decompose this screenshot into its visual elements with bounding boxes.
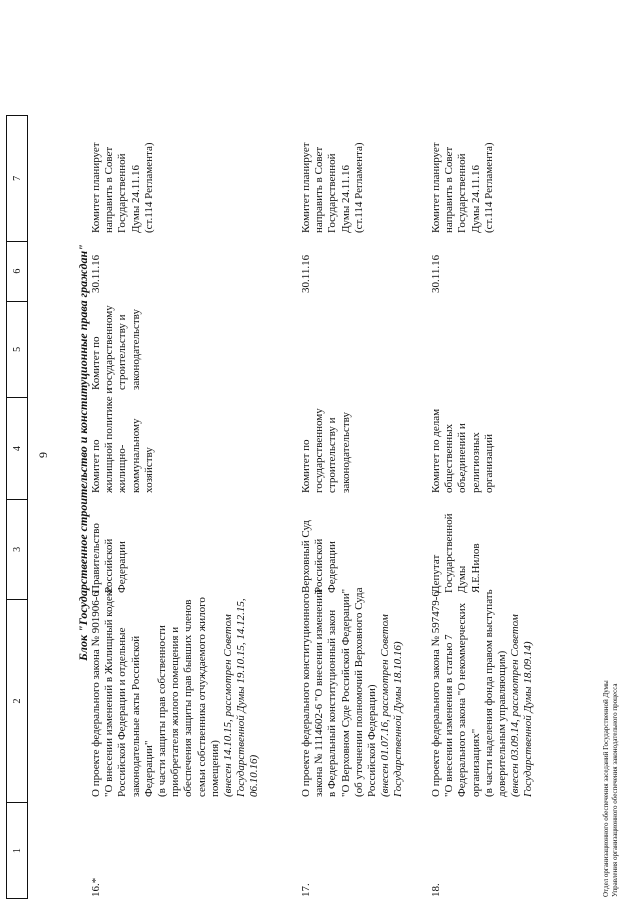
plan-note-line: Комитет планирует xyxy=(90,142,102,233)
responsible-committee-line: коммунальному xyxy=(129,418,142,493)
column-header-6: 6 xyxy=(7,241,27,301)
plan-note-line: направить в Совет xyxy=(103,146,116,233)
initiator-line: Государственной xyxy=(443,513,456,593)
bill-description-line: обеспечения защиты прав бывших членов xyxy=(182,599,195,797)
responsible-committee-line: строительству и xyxy=(326,417,339,493)
initiator-line: Я.Е.Нилов xyxy=(469,543,482,593)
bill-description-note-line: (внесен 01.07.16, рассмотрен Советом xyxy=(379,614,392,797)
initiator-line: Правительство xyxy=(90,523,102,593)
bill-description-line: (в части защиты прав собственности xyxy=(156,625,169,797)
bill-description-line: семьи собственника отчуждаемого жилого xyxy=(195,597,208,797)
bill-description-line: О проекте федерального закона № 901906-6 xyxy=(90,591,102,797)
bill-description-line: "О внесении изменения в статью 7 xyxy=(443,634,456,797)
bill-description-line: (об уточнении полномочий Верховного Суда xyxy=(352,587,365,797)
plan-note-line: (ст.114 Регламента) xyxy=(142,142,155,233)
column-header-5: 5 xyxy=(7,301,27,398)
bill-description-line: приобретателя жилого помещения и xyxy=(169,626,182,797)
bill-description xyxy=(300,588,406,797)
plan-note-line: направить в Совет xyxy=(443,146,456,233)
column-header-row xyxy=(6,115,28,899)
footer-note xyxy=(602,0,620,897)
bill-description-line: О проекте федерального закона № 597479-6 xyxy=(430,591,442,797)
responsible-committee-line: государственному xyxy=(313,408,326,493)
bill-description-note-line: (внесен 14.10.15, рассмотрен Советом xyxy=(222,614,235,797)
bill-description-line: Российской Федерации и отдельные xyxy=(116,627,129,797)
column-header-7: 7 xyxy=(11,175,23,181)
initiator xyxy=(90,523,130,593)
plan-note-line: направить в Совет xyxy=(313,146,326,233)
responsible-committee-line: объединений и xyxy=(456,423,469,493)
responsible-committee-line: хозяйству xyxy=(142,447,155,493)
responsible-committee xyxy=(90,388,156,493)
responsible-committee xyxy=(300,408,353,493)
responsible-committee-line: общественных xyxy=(443,423,456,493)
bill-description-line: Федерального закона "О некоммерческих xyxy=(456,602,469,797)
bill-description-line: закона № 1114602-6 "О внесении изменений xyxy=(313,589,326,797)
plan-note-line: Государственной xyxy=(326,153,339,233)
responsible-committee-line: Комитет по делам xyxy=(430,408,442,493)
responsible-committee xyxy=(430,409,496,493)
plan-note xyxy=(90,142,156,233)
co-committee xyxy=(90,305,143,390)
initiator xyxy=(430,513,483,593)
initiator-line: Депутат xyxy=(430,554,442,593)
plan-note-line: Думы 24.11.16 xyxy=(129,164,142,233)
plan-note-line: (ст.114 Регламента) xyxy=(352,142,365,233)
plan-note xyxy=(430,142,496,233)
responsible-committee-line: законодательству xyxy=(339,412,352,493)
planned-date: 30.11.16 xyxy=(90,254,102,293)
plan-note-line: Государственной xyxy=(116,153,129,233)
initiator xyxy=(300,520,340,593)
column-header-2: 2 xyxy=(7,599,27,802)
initiator-line: Российской xyxy=(313,538,326,593)
footer-line: Отдел организационного обеспечения заседаний Государственной Думы xyxy=(602,680,610,897)
row-number: 18. xyxy=(430,883,442,897)
bill-description-line: в Федеральный конституционный закон xyxy=(326,609,339,797)
bill-description xyxy=(90,586,262,797)
co-committee-line: строительству и xyxy=(116,314,129,390)
bill-description-line: "О Верховном Суде Российской Федерации" xyxy=(339,588,352,797)
column-header-4: 4 xyxy=(7,397,27,499)
bill-description-line: О проекте федерального конституционного xyxy=(300,593,312,797)
responsible-committee-line: организаций xyxy=(482,433,495,493)
bill-description-note-line: Государственной Думы 18.09.14) xyxy=(522,641,535,797)
bill-description-line: помещения) xyxy=(208,740,221,797)
bill-description-line: Российской Федерации) xyxy=(366,684,379,797)
column-header-3: 3 xyxy=(7,499,27,599)
footer-line: Управления организационного обеспечения законодательного процесса xyxy=(611,683,619,897)
bill-description-note-line: 06.10.16) xyxy=(248,754,261,797)
page-number: 9 xyxy=(36,452,50,458)
block-title: Блок "Государственное строительство и конституционные права граждан" xyxy=(76,244,90,661)
planned-date: 30.11.16 xyxy=(430,254,442,293)
plan-note-line: (ст.114 Регламента) xyxy=(482,142,495,233)
plan-note-line: Комитет планирует xyxy=(300,142,312,233)
row-number: 16.* xyxy=(90,877,102,897)
responsible-committee-line: религиозных xyxy=(469,432,482,493)
bill-description-note-line: (внесен 03.09.14, рассмотрен Советом xyxy=(509,614,522,797)
bill-description xyxy=(430,589,536,797)
initiator-line: Думы xyxy=(456,565,469,593)
bill-description-line: доверительным управляющим) xyxy=(496,650,509,797)
bill-description-line: законодательные акты Российской xyxy=(129,635,142,797)
initiator-line: Федерации xyxy=(326,541,339,593)
responsible-committee-line: Комитет по xyxy=(90,439,102,493)
bill-description-line: Федерации" xyxy=(142,740,155,797)
plan-note-line: Думы 24.11.16 xyxy=(469,164,482,233)
plan-note-line: Думы 24.11.16 xyxy=(339,164,352,233)
co-committee-line: Комитет по xyxy=(90,336,102,390)
column-header-1: 1 xyxy=(7,802,27,898)
initiator-line: Федерации xyxy=(116,541,129,593)
planned-date: 30.11.16 xyxy=(300,254,312,293)
co-committee-line: государственному xyxy=(103,305,116,390)
plan-note-line: Комитет планирует xyxy=(430,142,442,233)
plan-note-line: Государственной xyxy=(456,153,469,233)
row-number: 17. xyxy=(300,883,312,897)
responsible-committee-line: жилищно- xyxy=(116,444,129,493)
co-committee-line: законодательству xyxy=(129,309,142,390)
responsible-committee-line: жилищной политике и xyxy=(103,387,116,493)
initiator-line: Верховный Суд xyxy=(300,520,312,593)
initiator-line: Российской xyxy=(103,538,116,593)
bill-description-line: "О внесении изменений в Жилищный кодекс xyxy=(103,586,116,797)
responsible-committee-line: Комитет по xyxy=(300,439,312,493)
plan-note xyxy=(300,142,366,233)
bill-description-note-line: Государственной Думы 19.10.15, 14.12.15, xyxy=(235,598,248,797)
bill-description-line: (в части наделения фонда правом выступать xyxy=(482,589,495,797)
bill-description-note-line: Государственной Думы 18.10.16) xyxy=(392,641,405,797)
bill-description-line: организациях" xyxy=(469,728,482,797)
